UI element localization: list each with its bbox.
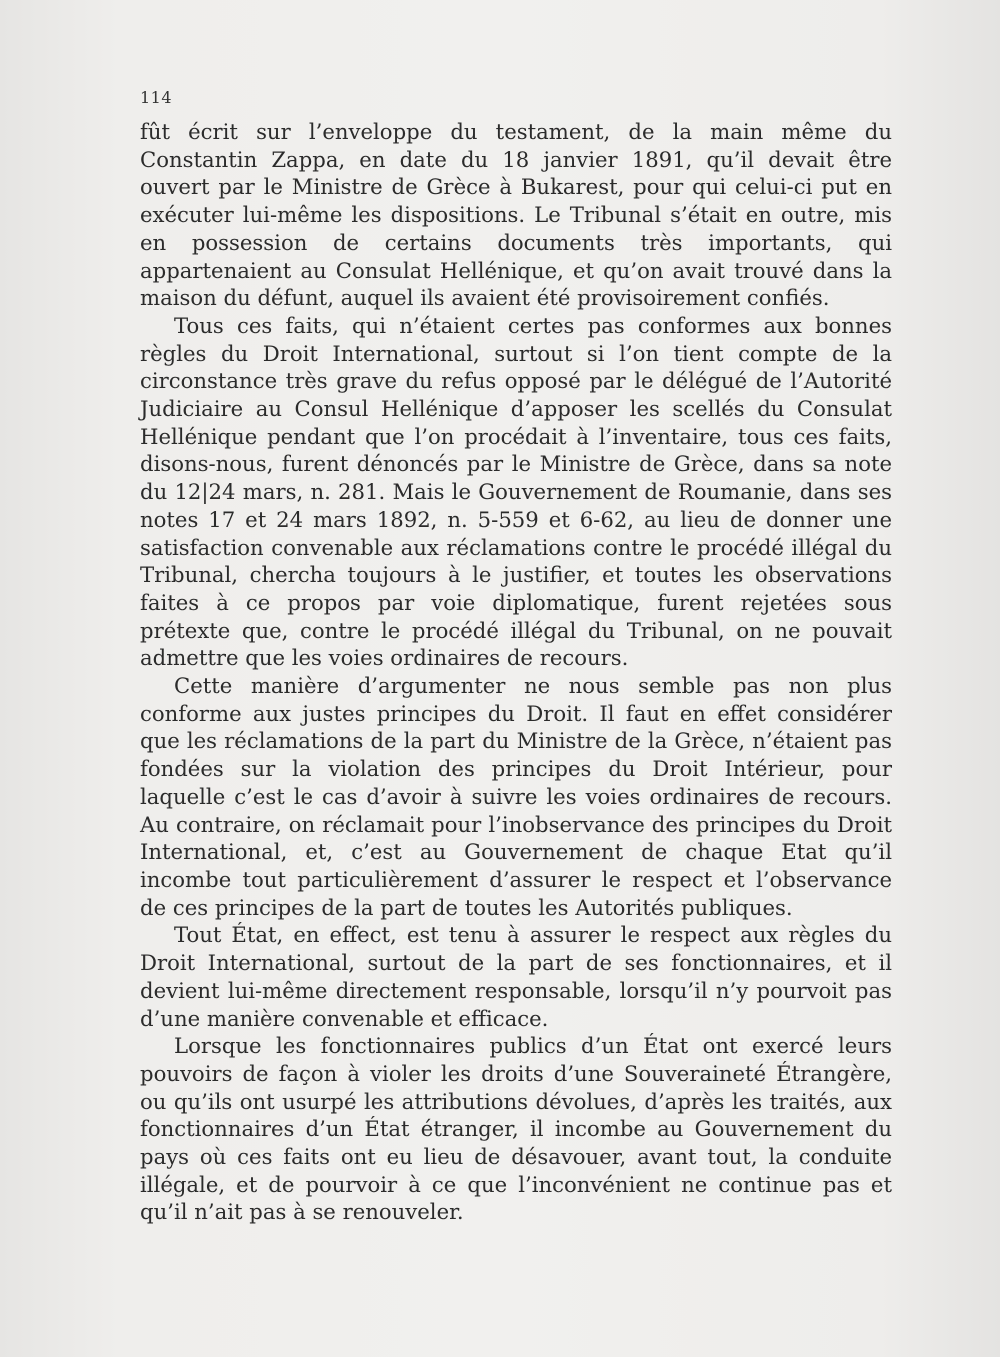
page-number: 114: [140, 88, 173, 107]
paragraph-2: Tous ces faits, qui n’étaient certes pas conformes aux bonnes règles du Droit International, surtout si l’on tient compte de la circonstance très grave du refus opposé par le délégué de l’Autorité Judiciaire au Consul Hellénique d’apposer les scellés du Consulat Hellénique pendant que l’on procédait à l’inventaire, tous ces faits, disons-nous, furent dénoncés par le Ministre de Grèce, dans sa note du 12|24 mars, n. 281. Mais le Gouvernement de Roumanie, dans ses notes 17 et 24 mars 1892, n. 5-559 et 6-62, au lieu de donner une satisfaction convenable aux réclamations contre le procédé illégal du Tribunal, chercha toujours à le justifier, et toutes les observations faites à ce propos par voie diplomatique, furent rejetées sous prétexte que, contre le procédé illégal du Tribunal, on ne pouvait admettre que les voies ordinaires de recours.: [140, 312, 892, 671]
paragraph-4: Tout État, en effect, est tenu à assurer le respect aux règles du Droit International, surtout de la part de ses fonctionnaires, et il devient lui-même directement responsable, lorsqu’il n’y pourvoit pas d’une manière convenable et efficace.: [140, 922, 892, 1031]
body-text: [140, 118, 892, 1226]
paragraph-3: Cette manière d’argumenter ne nous semble pas non plus conforme aux justes principes du Droit. Il faut en effet considérer que les réclamations de la part du Ministre de la Grèce, n’étaient pas fondées sur la violation des principes du Droit Intérieur, pour laquelle c’est le cas d’avoir à suivre les voies ordinaires de recours. Au contraire, on réclamait pour l’inobservance des principes du Droit International, et, c’est au Gouvernement de chaque Etat qu’il incombe tout particulièrement d’assurer le respect et l’observance de ces principes de la part de toutes les Autorités publiques.: [140, 673, 892, 920]
paragraph-1: fût écrit sur l’enveloppe du testament, de la main même du Constantin Zappa, en date du 18 janvier 1891, qu’il devait être ouvert par le Ministre de Grèce à Bukarest, pour qui celui-ci put en exécuter lui-même les dispositions. Le Tribunal s’était en outre, mis en possession de certains documents très importants, qui appartenaient au Consulat Hellénique, et qu’on avait trouvé dans la maison du défunt, auquel ils avaient été provisoirement confiés.: [140, 119, 892, 311]
paragraph-5: Lorsque les fonctionnaires publics d’un État ont exercé leurs pouvoirs de façon à violer les droits d’une Souveraineté Étrangère, ou qu’ils ont usurpé les attributions dévolues, d’après les traités, aux fonctionnaires d’un État étranger, il incombe au Gouvernement du pays où ces faits ont eu lieu de désavouer, avant tout, la conduite illégale, et de pourvoir à ce que l’inconvénient ne continue pas et qu’il n’ait pas à se renouveler.: [140, 1033, 892, 1225]
